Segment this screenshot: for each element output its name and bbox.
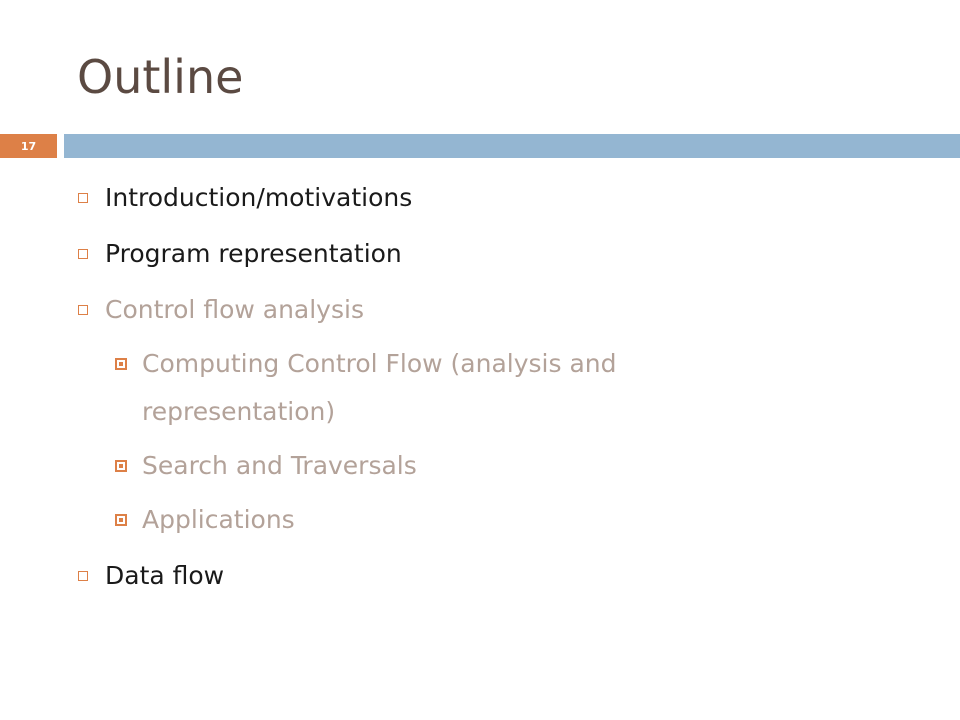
square-bullet-icon [78, 305, 88, 315]
list-item-label: Program representation [105, 239, 402, 268]
square-bullet-icon [78, 249, 88, 259]
sub-item-computing-control-flow [115, 343, 617, 385]
sub-item-search-traversals [115, 445, 417, 487]
sub-item-continuation [142, 391, 335, 433]
sub-item-label: representation) [142, 397, 336, 426]
sub-item-label: Computing Control Flow (analysis and [142, 349, 617, 378]
slide-title: Outline [77, 50, 244, 104]
square-bullet-icon [78, 193, 88, 203]
header-bar [64, 134, 960, 158]
list-item-label: Data flow [105, 561, 225, 590]
list-item-program-representation [78, 233, 402, 275]
filled-square-bullet-icon [115, 358, 127, 370]
list-item-introduction [78, 177, 412, 219]
filled-square-bullet-icon [115, 514, 127, 526]
list-item-data-flow [78, 555, 224, 597]
list-item-label: Control flow analysis [105, 295, 364, 324]
list-item-label: Introduction/motivations [105, 183, 413, 212]
list-item-control-flow [78, 289, 364, 331]
sub-item-label: Applications [142, 505, 295, 534]
sub-item-applications [115, 499, 295, 541]
square-bullet-icon [78, 571, 88, 581]
sub-item-label: Search and Traversals [142, 451, 417, 480]
slide-number: 17 [0, 134, 57, 158]
filled-square-bullet-icon [115, 460, 127, 472]
